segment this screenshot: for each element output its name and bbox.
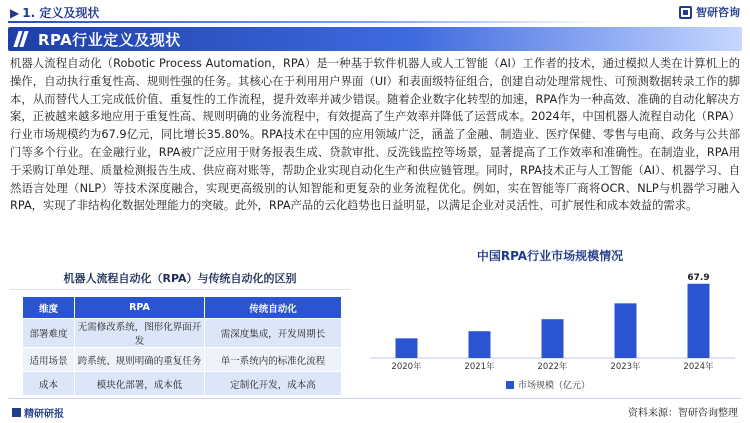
table-header-cell: 维度 (23, 297, 75, 319)
table-cell: 跨系统、规则明确的重复任务 (75, 348, 205, 372)
chart-legend (506, 378, 590, 391)
page-title: RPA行业定义及现状 (38, 31, 181, 49)
table-cell: 需深度集成，开发周期长 (205, 319, 342, 348)
table-row (23, 319, 342, 348)
legend-swatch (506, 381, 514, 389)
table-header-cell: 传统自动化 (205, 297, 342, 319)
section-title-text: 1. 定义及现状 (22, 6, 100, 20)
table-row (23, 348, 342, 372)
footer-divider (8, 398, 742, 399)
footer-logo-icon (12, 408, 21, 417)
table-cell: 成本 (23, 372, 75, 396)
table-cell: 模块化部署，成本低 (75, 372, 205, 396)
brand-name: 智研咨询 (696, 6, 740, 19)
brand-logo-area (679, 4, 740, 20)
brand-logo-icon (679, 6, 692, 19)
data-label: 67.9 (687, 272, 710, 283)
top-divider (8, 21, 608, 23)
x-tick-label: 2023年 (610, 362, 641, 372)
x-tick-label: 2024年 (683, 362, 714, 372)
slash-mark-icon (16, 31, 30, 47)
bar (469, 331, 491, 358)
section-title (10, 4, 99, 21)
x-tick-label: 2020年 (391, 362, 422, 372)
footer-brand (12, 405, 64, 420)
x-tick-label: 2022年 (537, 362, 568, 372)
play-arrow-icon: ▶ (10, 6, 20, 20)
top-bar (0, 0, 750, 24)
table-cell: 定制化开发，成本高 (205, 372, 342, 396)
table-cell: 适用场景 (23, 348, 75, 372)
data-source: 资料来源：智研咨询整理 (628, 408, 738, 419)
table-cell: 无需修改系统，图形化界面开发 (75, 319, 205, 348)
table-header-row (23, 297, 342, 319)
table-cell: 部署难度 (23, 319, 75, 348)
title-banner (8, 27, 742, 51)
bar (615, 303, 637, 358)
table-cell: 单一系统内的标准化流程 (205, 348, 342, 372)
footer-brand-text: 精研研报 (24, 409, 64, 420)
body-paragraph: 机器人流程自动化（Robotic Process Automation，RPA）是一种基于软件机器人或人工智能（AI）工作者的技术，通过模拟人类在计算机上的操作，自动执行重复性高、规则性强的任务。其核心在于利用用户界面（UI）和表面级特征组合，创建自动处理常规性、可预测数据转录工作的脚本，从而替代人工完成低价值、重复性的工作流程，提升效率并减少错误。随着企业数字化转型的加速，RPA作为一种高效、准确的自动化解决方案，正被越来越多地应用于重复性高、规则明确的业务流程中，有效提高了生产效率并降低了运营成本。2024年，中国机器人流程自动化（RPA）行业市场规模约为67.9亿元，同比增长35.80%。RPA技术在中国的应用领域广泛，涵盖了金融、制造业、医疗保健、零售与电商、政务与公共部门等多个行业。在金融行业，RPA被广泛应用于财务报表生成、贷款审批、反洗钱监控等场景，显著提高了工作效率和准确性。在制造业，RPA用于采购订单处理、质量检测报告生成、供应商对账等，帮助企业实现自动化生产和供应链管理。同时，RPA技术正与人工智能（AI）、机器学习、自然语言处理（NLP）等技术深度融合，实现更高级别的认知智能和更复杂的业务流程优化。例如，实在智能等厂商将OCR、NLP与机器学习融入RPA，实现了非结构化数据处理能力的突破。此外，RPA产品的云化趋势也日益明显，以满足企业对灵活性、可扩展性和成本效益的需求。 (10, 57, 740, 213)
legend-label: 市场规模（亿元） (518, 381, 591, 391)
table-row (23, 372, 342, 396)
chart-title: 中国RPA行业市场规模情况 (476, 249, 624, 263)
table-header-cell: RPA (75, 297, 205, 319)
comparison-title: 机器人流程自动化（RPA）与传统自动化的区别 (63, 272, 297, 285)
comparison-divider (10, 289, 350, 290)
bar (396, 338, 418, 358)
bar (542, 319, 564, 358)
x-tick-label: 2021年 (464, 362, 495, 372)
comparison-table (22, 296, 342, 396)
bar (688, 284, 710, 358)
